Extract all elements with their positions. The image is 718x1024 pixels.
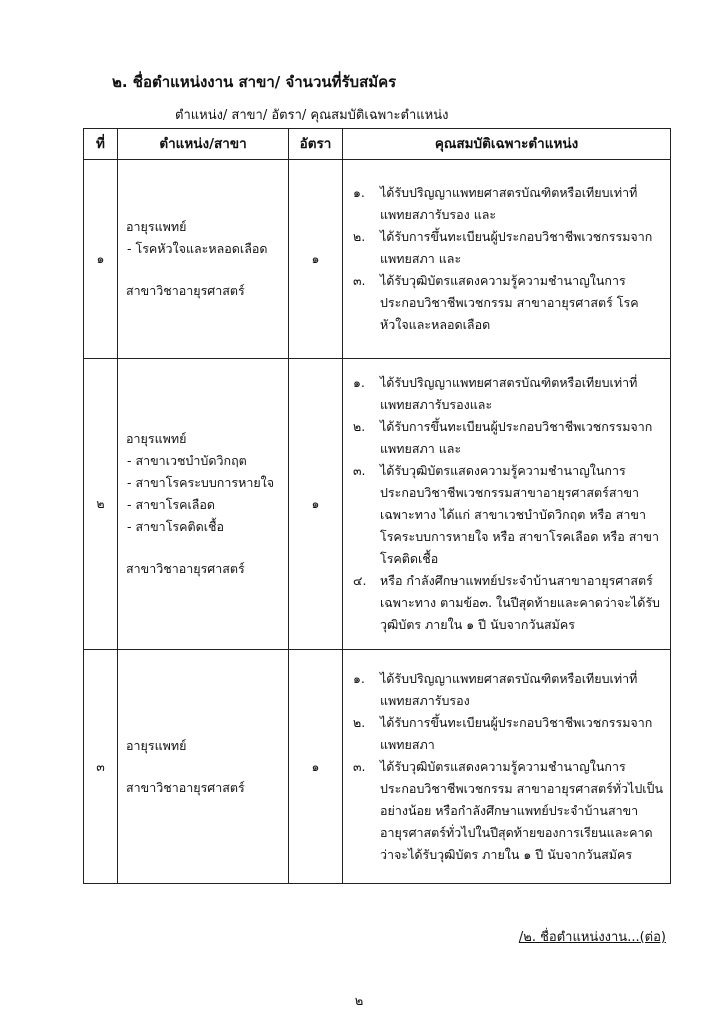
qualifications-cell	[343, 160, 671, 359]
qualification-item: ๔. หรือ กำลังศึกษาแพทย์ประจำบ้านสาขาอายุรศาสตร์เฉพาะทาง ตามข้อ๓. ในปีสุดท้ายและคาดว่าจะได้รับวุฒิบัตร ภายใน ๑ ปี นับจากวันสมัคร	[353, 573, 660, 632]
table-row	[84, 160, 671, 359]
qualification-item: ๒. ได้รับการขึ้นทะเบียนผู้ประกอบวิชาชีพเวชกรรมจากแพทยสภา	[353, 714, 653, 752]
table-row	[84, 359, 671, 650]
continuation-note: /๒. ชื่อตำแหน่งงาน...(ต่อ)	[518, 930, 666, 945]
row-number: ๑	[84, 160, 118, 359]
qualification-item: ๓. ได้รับวุฒิบัตรแสดงความรู้ความชำนาญในการประกอบวิชาชีพเวชกรรมสาขาอายุรศาสตร์สาขาเฉพาะทาง ได้แก่ สาขาเวชบำบัดวิกฤต หรือ สาขาโรคระบบการหายใจ หรือ สาขาโรคเลือด หรือ สาขาโรคติดเชื้อ	[353, 463, 659, 566]
header-qualifications: คุณสมบัติเฉพาะตำแหน่ง	[343, 129, 671, 160]
qualifications-list	[353, 182, 664, 336]
position-title: อายุรแพทย์	[126, 737, 187, 753]
sub-branch: - โรคหัวใจและหลอดเลือด	[127, 241, 268, 256]
qualification-item: ๑. ได้รับปริญญาแพทยศาสตรบัณฑิตหรือเทียบเท่าที่แพทยสภารับรอง และ	[353, 185, 638, 222]
qualification-item: ๒. ได้รับการขึ้นทะเบียนผู้ประกอบวิชาชีพเวชกรรมจากแพทยสภา และ	[353, 229, 653, 266]
qualifications-list	[353, 668, 664, 866]
positions-table	[83, 128, 671, 884]
qualification-item: ๑. ได้รับปริญญาแพทยศาสตรบัณฑิตหรือเทียบเท่าที่แพทยสภารับรองและ	[353, 375, 638, 412]
sub-branch: - สาขาโรคเลือด	[127, 497, 216, 512]
header-position: ตำแหน่ง/สาขา	[118, 129, 289, 160]
header-no: ที่	[84, 129, 118, 160]
position-cell	[118, 650, 289, 884]
header-rate: อัตรา	[289, 129, 343, 160]
rate-value: ๑	[289, 650, 343, 884]
position-title: อายุรแพทย์	[126, 431, 187, 446]
branch-name: สาขาวิชาอายุรศาสตร์	[126, 283, 245, 298]
position-cell	[118, 160, 289, 359]
page-number: ๒	[354, 994, 364, 1009]
qualifications-cell	[343, 650, 671, 884]
table-caption: ตำแหน่ง/ สาขา/ อัตรา/ คุณสมบัติเฉพาะตำแหน่ง	[175, 108, 449, 123]
table-row	[84, 650, 671, 884]
qualification-item: ๓. ได้รับวุฒิบัตรแสดงความรู้ความชำนาญในการประกอบวิชาชีพเวชกรรม สาขาอายุรศาสตร์ทั่วไปเป็นอย่างน้อย หรือกำลังศึกษาแพทย์ประจำบ้านสาขาอายุรศาสตร์ทั่วไปในปีสุดท้ายของการเรียนและคาดว่าจะได้รับวุฒิบัตร ภายใน ๑ ปี นับจากวันสมัคร	[353, 758, 664, 862]
row-number: ๒	[84, 359, 118, 650]
rate-value: ๑	[289, 359, 343, 650]
rate-value: ๑	[289, 160, 343, 359]
qualifications-cell	[343, 359, 671, 650]
branch-name: สาขาวิชาอายุรศาสตร์	[126, 561, 245, 576]
row-number: ๓	[84, 650, 118, 884]
position-cell	[118, 359, 289, 650]
qualifications-list	[353, 372, 664, 636]
qualification-item: ๓. ได้รับวุฒิบัตรแสดงความรู้ความชำนาญในการประกอบวิชาชีพเวชกรรม สาขาอายุรศาสตร์ โรคหัวใจและหลอดเลือด	[353, 273, 639, 332]
sub-branch: - สาขาโรคติดเชื้อ	[127, 519, 224, 534]
branch-name: สาขาวิชาอายุรศาสตร์	[126, 779, 245, 795]
sub-branch: - สาขาโรคระบบการหายใจ	[127, 475, 275, 490]
qualification-item: ๒. ได้รับการขึ้นทะเบียนผู้ประกอบวิชาชีพเวชกรรมจากแพทยสภา และ	[353, 419, 653, 456]
table-header-row	[84, 129, 671, 160]
sub-branch: - สาขาเวชบำบัดวิกฤต	[127, 453, 247, 468]
position-title: อายุรแพทย์	[126, 219, 187, 234]
section-heading: ๒. ชื่อตำแหน่งงาน สาขา/ จำนวนที่รับสมัคร	[112, 73, 397, 91]
qualification-item: ๑. ได้รับปริญญาแพทยศาสตรบัณฑิตหรือเทียบเท่าที่แพทยสภารับรอง	[353, 670, 638, 708]
